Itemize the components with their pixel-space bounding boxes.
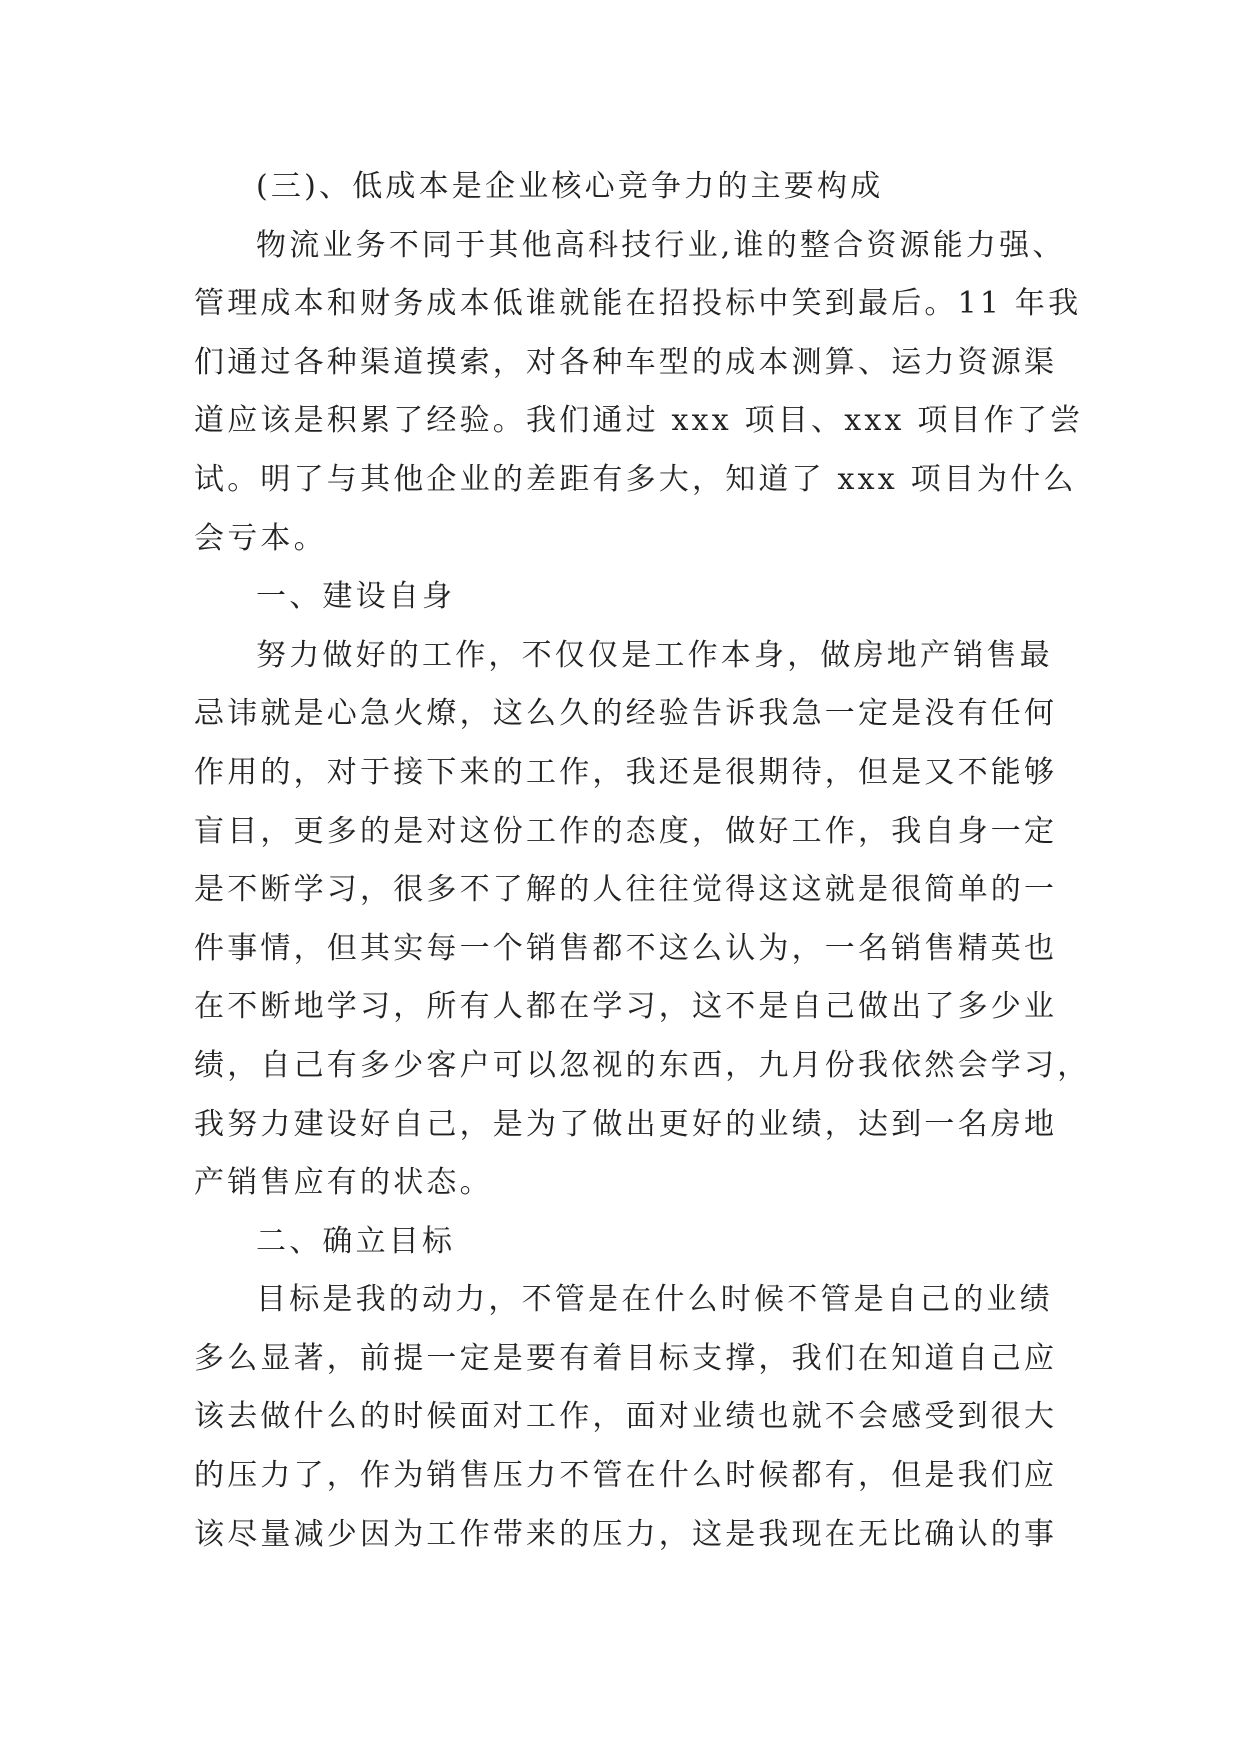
- text-line: 忌讳就是心急火燎，这么久的经验告诉我急一定是没有任何: [194, 696, 1058, 732]
- text-line: 是不断学习，很多不了解的人往往觉得这这就是很简单的一: [194, 872, 1058, 908]
- text-line: 管理成本和财务成本低谁就能在招投标中笑到最后。11 年我: [194, 286, 1082, 322]
- text-line: 产销售应有的状态。: [194, 1165, 493, 1201]
- text-line: 目标是我的动力，不管是在什么时候不管是自己的业绩: [256, 1282, 1053, 1318]
- text-line: 二、确立目标: [256, 1223, 456, 1259]
- text-line: 道应该是积累了经验。我们通过 xxx 项目、xxx 项目作了尝: [194, 403, 1084, 439]
- text-line: 该去做什么的时候面对工作，面对业绩也就不会感受到很大: [194, 1399, 1058, 1435]
- text-line: (三)、低成本是企业核心竞争力的主要构成: [256, 169, 884, 204]
- text-line: 该尽量减少因为工作带来的压力，这是我现在无比确认的事: [194, 1516, 1058, 1552]
- text-line: 会亏本。: [194, 520, 327, 556]
- document-body: [194, 158, 1124, 1564]
- text-line: 盲目，更多的是对这份工作的态度，做好工作，我自身一定: [194, 813, 1058, 849]
- text-line: 一、建设自身: [256, 579, 456, 615]
- text-line: 试。明了与其他企业的差距有多大，知道了 xxx 项目为什么: [194, 461, 1077, 497]
- text-line: 作用的，对于接下来的工作，我还是很期待，但是又不能够: [194, 754, 1058, 790]
- text-line: 件事情，但其实每一个销售都不这么认为，一名销售精英也: [194, 930, 1058, 966]
- text-line: 努力做好的工作，不仅仅是工作本身，做房地产销售最: [256, 637, 1053, 673]
- text-line: 我努力建设好自己，是为了做出更好的业绩，达到一名房地: [194, 1106, 1058, 1142]
- text-line: 物流业务不同于其他高科技行业,谁的整合资源能力强、: [256, 227, 1066, 263]
- text-line: 多么显著，前提一定是要有着目标支撑，我们在知道自己应: [194, 1340, 1058, 1376]
- text-line: 的压力了，作为销售压力不管在什么时候都有，但是我们应: [194, 1458, 1058, 1494]
- text-line: 绩，自己有多少客户可以忽视的东西，九月份我依然会学习，: [194, 1047, 1091, 1083]
- text-line: 在不断地学习，所有人都在学习，这不是自己做出了多少业: [194, 989, 1058, 1025]
- text-line: 们通过各种渠道摸索，对各种车型的成本测算、运力资源渠: [194, 344, 1058, 380]
